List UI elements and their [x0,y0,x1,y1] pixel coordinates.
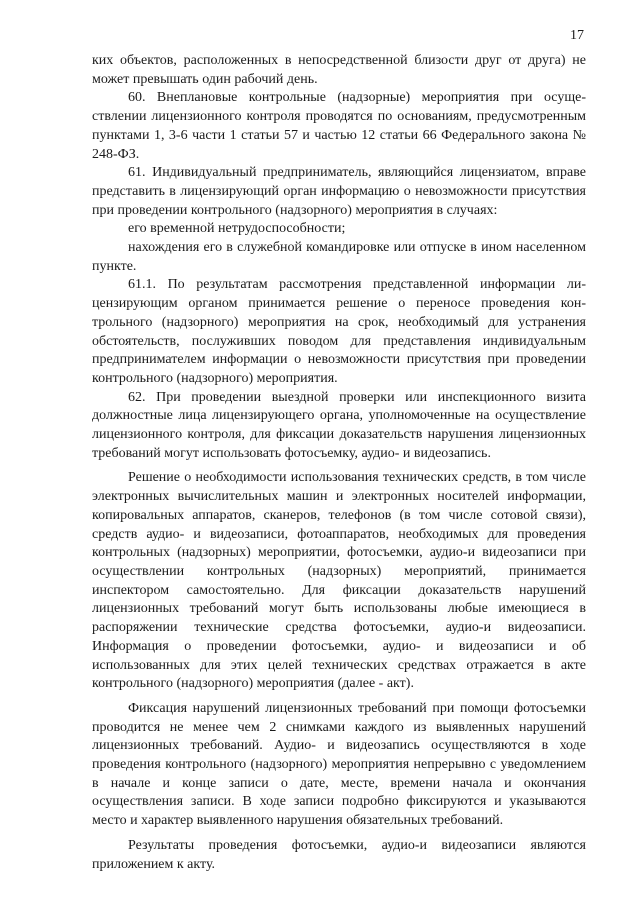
paragraph-item-62: 62. При проведении выездной проверки или инспекционного визита должностные лица лицензирующего органа, уполномоченные на осуществление лицензионного контроля, для фиксации доказательств нарушения лицензионных требований могут использовать фотосъемку, аудио- и видеозапись. [92,389,586,461]
paragraph-case-2: нахождения его в служебной командировке или отпуске в ином населенном пункте. [92,240,586,274]
paragraph-continuation: ких объектов, расположенных в непосредственной близости друг от друга) не может превышать один рабочий день. [92,53,586,87]
paragraph-item-61-1: 61.1. По результатам рассмотрения представленной информации лицензирующим органом принимается решение о переносе проведения контрольного (надзорного) мероприятия на срок, необходимый для устранения обстоятельств, послуживших поводом для представления индивидуальным предпринимателем информации о невозможности присутствия при проведении контрольного (надзорного) мероприятия. [92,277,586,386]
paragraph-item-61: 61. Индивидуальный предприниматель, являющийся лицензиатом, вправе представить в лицензирующий орган информацию о невозможности присутствия при проведении контрольного (надзорного) мероприятия в случаях: [92,165,586,218]
page-number: 17 [570,28,584,43]
paragraph-photo-fixation: Фиксация нарушений лицензионных требований при помощи фотосъемки проводится не менее чем 2 снимками каждого из выявленных нарушений лицензионных требований. Аудио- и видеозапись осуществляются в ходе проведения контрольного (надзорного) мероприятия непрерывно с уведомлением в начале и конце записи о дате, месте, времени начала и окончания осуществления записи. В ходе записи подробно фиксируются и указываются место и характер выявленного нарушения обязательных требований. [92,700,586,829]
paragraph-technical-means: Решение о необходимости использования технических средств, в том числе электронных вычислительных машин и электронных носителей информации, копировальных аппаратов, сканеров, телефонов (в том числе сотовой связи), средств аудио- и видеозаписи, фотоаппаратов, необходимых для проведения контрольных (надзорных) мероприятии, фотосъемки, аудио-и видеозаписи при осуществлении контрольных (надзорных) мероприятий, принимается инспектором самостоятельно. Для фиксации доказательств нарушений лицензионных требований могут быть использованы любые имеющиеся в распоряжении технические средства фотосъемки, аудио-и видеозаписи. Информация о проведении фотосъемки, аудио- и видеозаписи и об использованных для этих целей технических средствах отражается в акте контрольного (надзорного) мероприятия (далее - акт). [92,470,586,692]
paragraph-case-1: его временной нетрудоспособности; [128,221,346,237]
paragraph-item-60: 60. Внеплановые контрольные (надзорные) мероприятия при осуществлении лицензионного контроля проводятся по основаниям, предусмотренным пунктами 1, 3-6 части 1 статьи 57 и частью 12 статьи 66 Федерального закона № 248-ФЗ. [92,90,586,162]
paragraph-results: Результаты проведения фотосъемки, аудио-и видеозаписи являются приложением к акту. [92,837,586,872]
document-body [92,52,586,874]
